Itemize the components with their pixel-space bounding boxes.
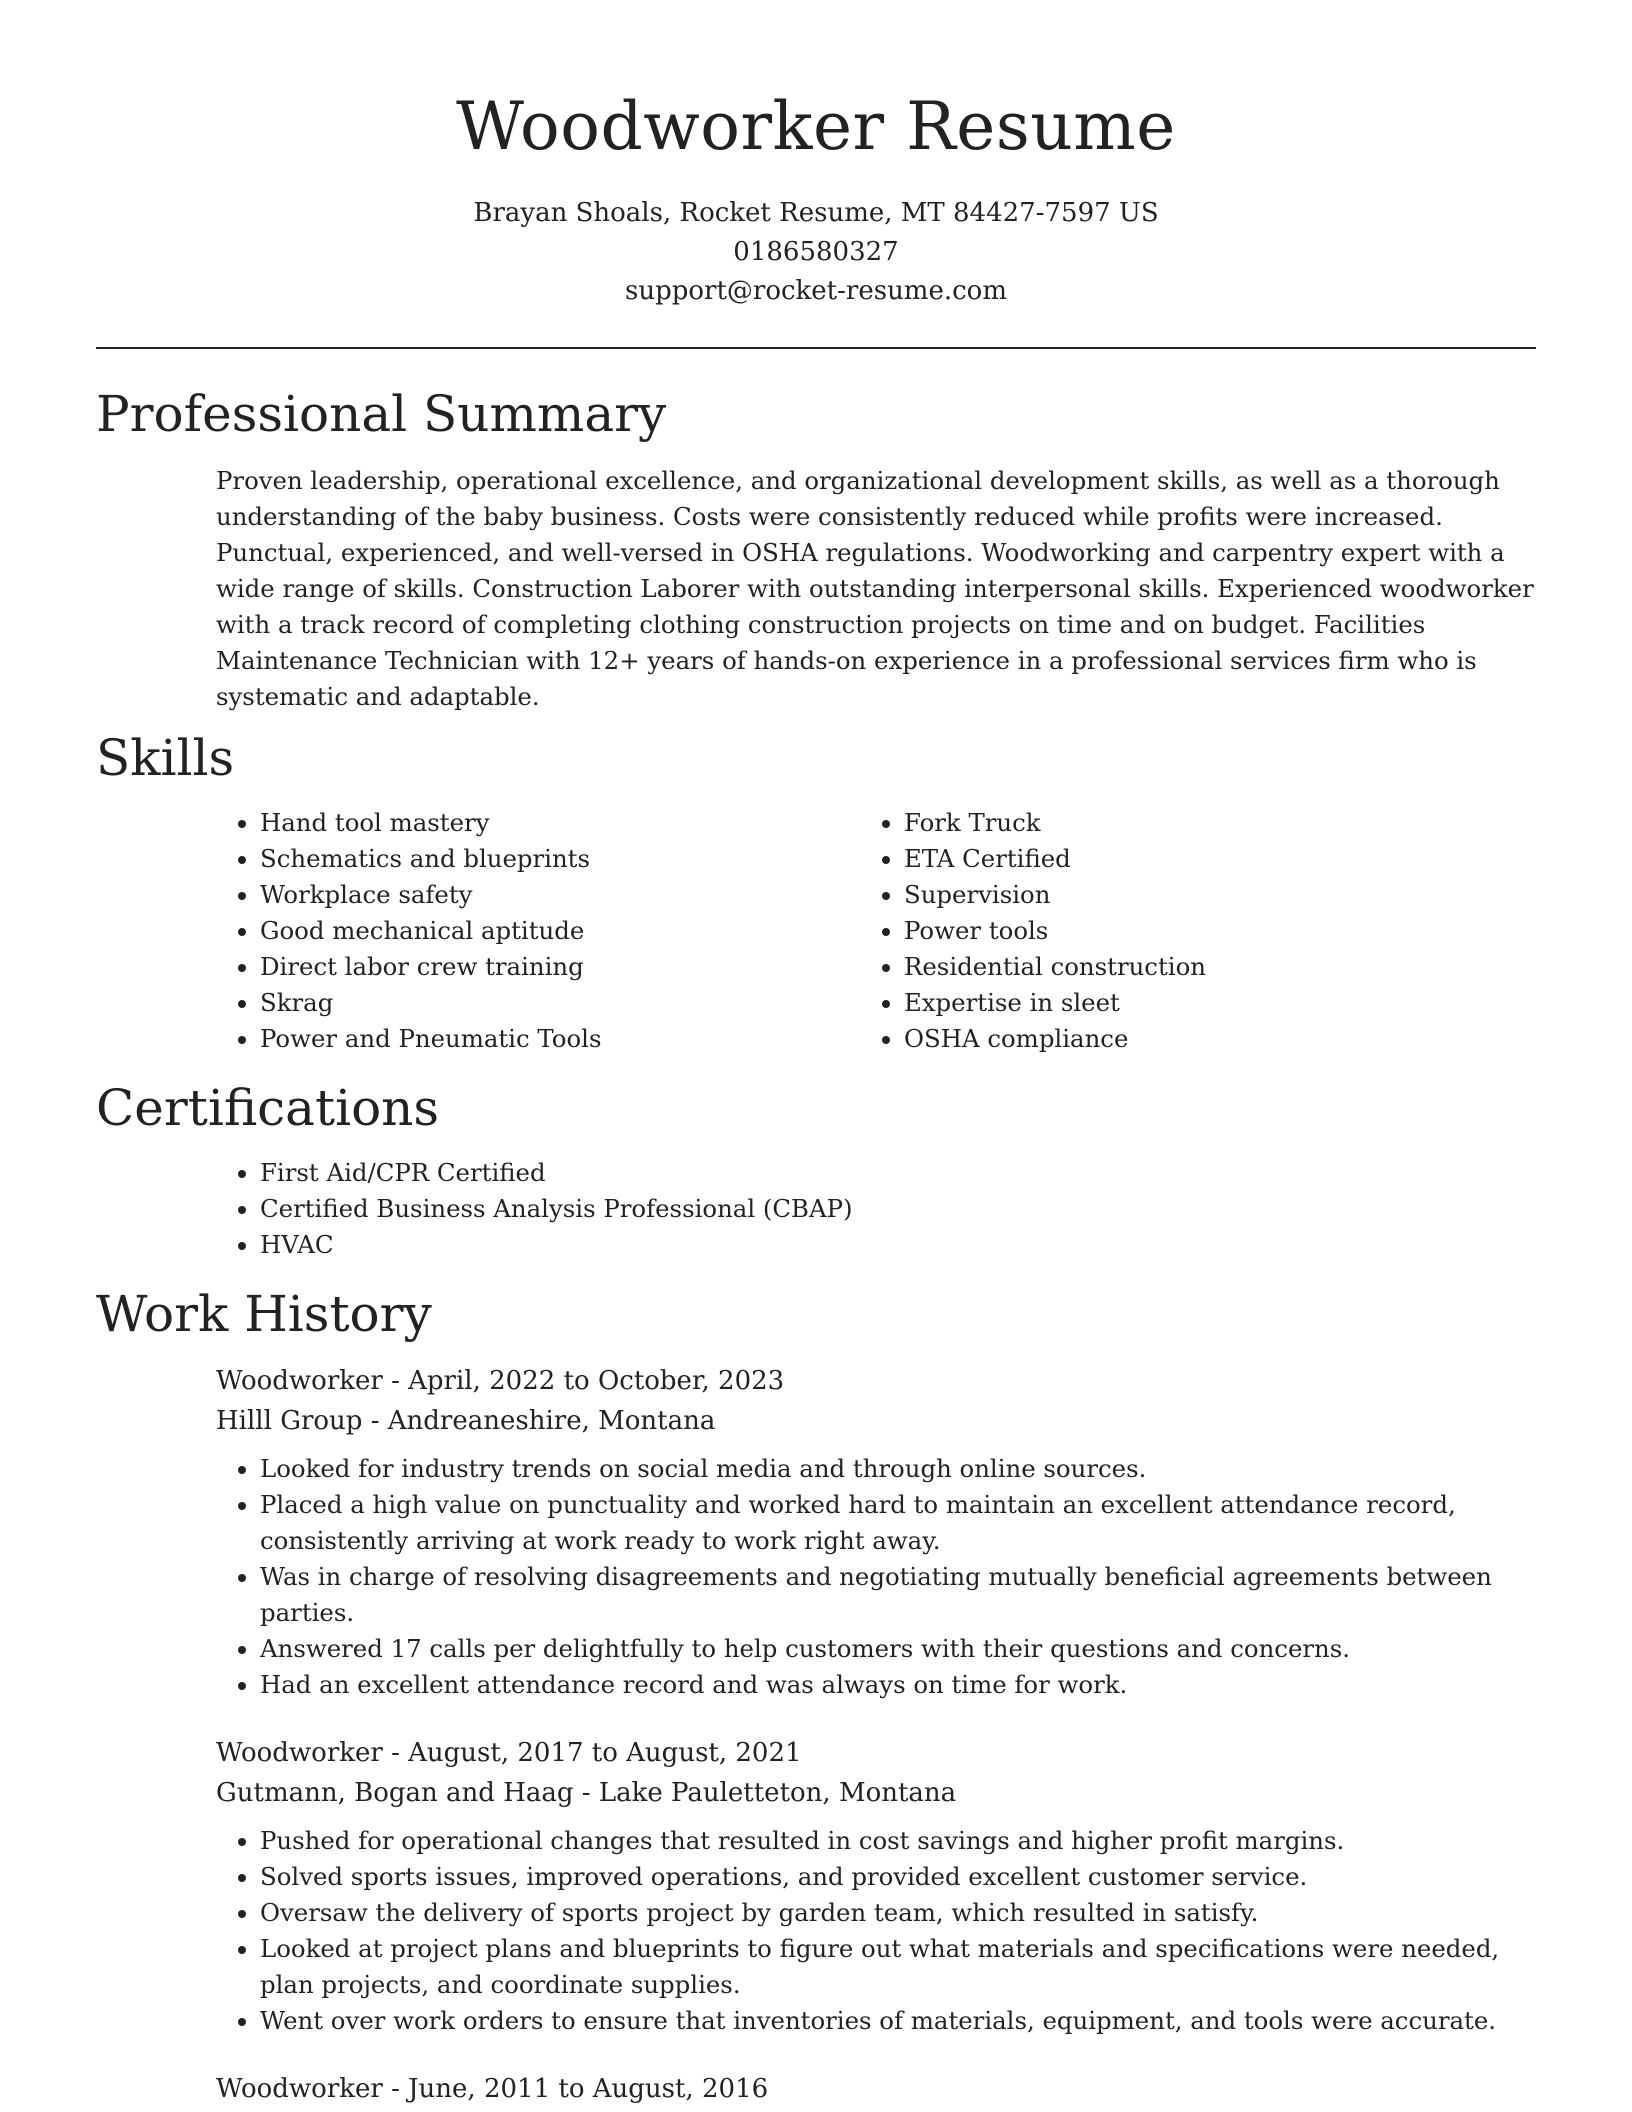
skills-columns [96,805,1536,1057]
certifications-section [96,1077,1536,1263]
certification-item: • HVAC [260,1227,1536,1263]
job-bullets [216,1451,1536,1703]
contact-block [96,194,1536,311]
skill-item: • Expertise in sleet [904,985,1536,1021]
skill-item: • Supervision [904,877,1536,913]
skills-heading: Skills [96,729,235,787]
skill-item: • Skrag [260,985,892,1021]
skills-list-left [96,805,892,1057]
skill-item: • ETA Certified [904,841,1536,877]
job-bullets [216,1823,1536,2039]
skills-section [96,727,1536,1057]
certification-item: • First Aid/CPR Certified [260,1155,1536,1191]
job-company: Hilll Group - Andreaneshire, Montana [216,1406,716,1436]
job-bullet: • Looked for industry trends on social media and through online sources. [260,1451,1536,1487]
resume-header [96,86,1536,311]
summary-text: Proven leadership, operational excellence, and organizational development skills, as well as a thorough understanding of the baby business. Costs were consistently reduced while profits were increased. Punctual, experienced, and well-versed in OSHA regulations. Woodworking and carpentry expert with a wide range of skills. Construction Laborer with outstanding interpersonal skills. Experienced woodworker with a track record of completing clothing construction projects on time and on budget. Facilities Maintenance Technician with 12+ years of hands-on experience in a professional services firm who is systematic and adaptable. [216,466,1534,711]
skill-item: • Power and Pneumatic Tools [260,1021,892,1057]
summary-section [96,383,1536,715]
contact-address: Brayan Shoals, Rocket Resume, MT 84427-7597 US [473,198,1159,228]
job-bullet: • Pushed for operational changes that resulted in cost savings and higher profit margins. [260,1823,1536,1859]
work-history-section [96,1283,1536,2109]
job-title: Woodworker - June, 2011 to August, 2016 [216,2074,769,2104]
skill-item: • Direct labor crew training [260,949,892,985]
job-entry [216,1361,1536,1703]
job-entry [216,1733,1536,2039]
job-title: Woodworker - April, 2022 to October, 2023 [216,1366,785,1396]
certifications-list [96,1155,1536,1263]
job-bullet: • Was in charge of resolving disagreements and negotiating mutually beneficial agreements between parties. [260,1559,1536,1631]
skill-item: • Hand tool mastery [260,805,892,841]
resume-title: Woodworker Resume [456,88,1176,165]
certifications-heading: Certifications [96,1079,440,1137]
skill-item: • Good mechanical aptitude [260,913,892,949]
skill-item: • OSHA compliance [904,1021,1536,1057]
job-company: Gutmann, Bogan and Haag - Lake Pauletteton, Montana [216,1778,957,1808]
job-bullet: • Placed a high value on punctuality and worked hard to maintain an excellent attendance record, consistently arriving at work ready to work right away. [260,1487,1536,1559]
job-title: Woodworker - August, 2017 to August, 2021 [216,1738,802,1768]
job-bullet: • Solved sports issues, improved operations, and provided excellent customer service. [260,1859,1536,1895]
skill-item: • Schematics and blueprints [260,841,892,877]
job-bullet: • Oversaw the delivery of sports project by garden team, which resulted in satisfy. [260,1895,1536,1931]
work-history-heading: Work History [96,1285,432,1343]
skill-item: • Workplace safety [260,877,892,913]
skill-item: • Fork Truck [904,805,1536,841]
job-bullet: • Went over work orders to ensure that inventories of materials, equipment, and tools were accurate. [260,2003,1536,2039]
header-divider [96,347,1536,349]
skill-item: • Power tools [904,913,1536,949]
contact-email[interactable]: support@rocket-resume.com [624,276,1007,306]
skills-list-right [904,805,1536,1057]
job-entry [216,2069,1536,2109]
certification-item: • Certified Business Analysis Professional (CBAP) [260,1191,1536,1227]
job-bullet: • Looked at project plans and blueprints to figure out what materials and specifications were needed, plan projects, and coordinate supplies. [260,1931,1536,2003]
job-bullet: • Answered 17 calls per delightfully to help customers with their questions and concerns. [260,1631,1536,1667]
contact-phone: 0186580327 [733,237,899,267]
summary-heading: Professional Summary [96,385,667,443]
job-bullet: • Had an excellent attendance record and was always on time for work. [260,1667,1536,1703]
skill-item: • Residential construction [904,949,1536,985]
